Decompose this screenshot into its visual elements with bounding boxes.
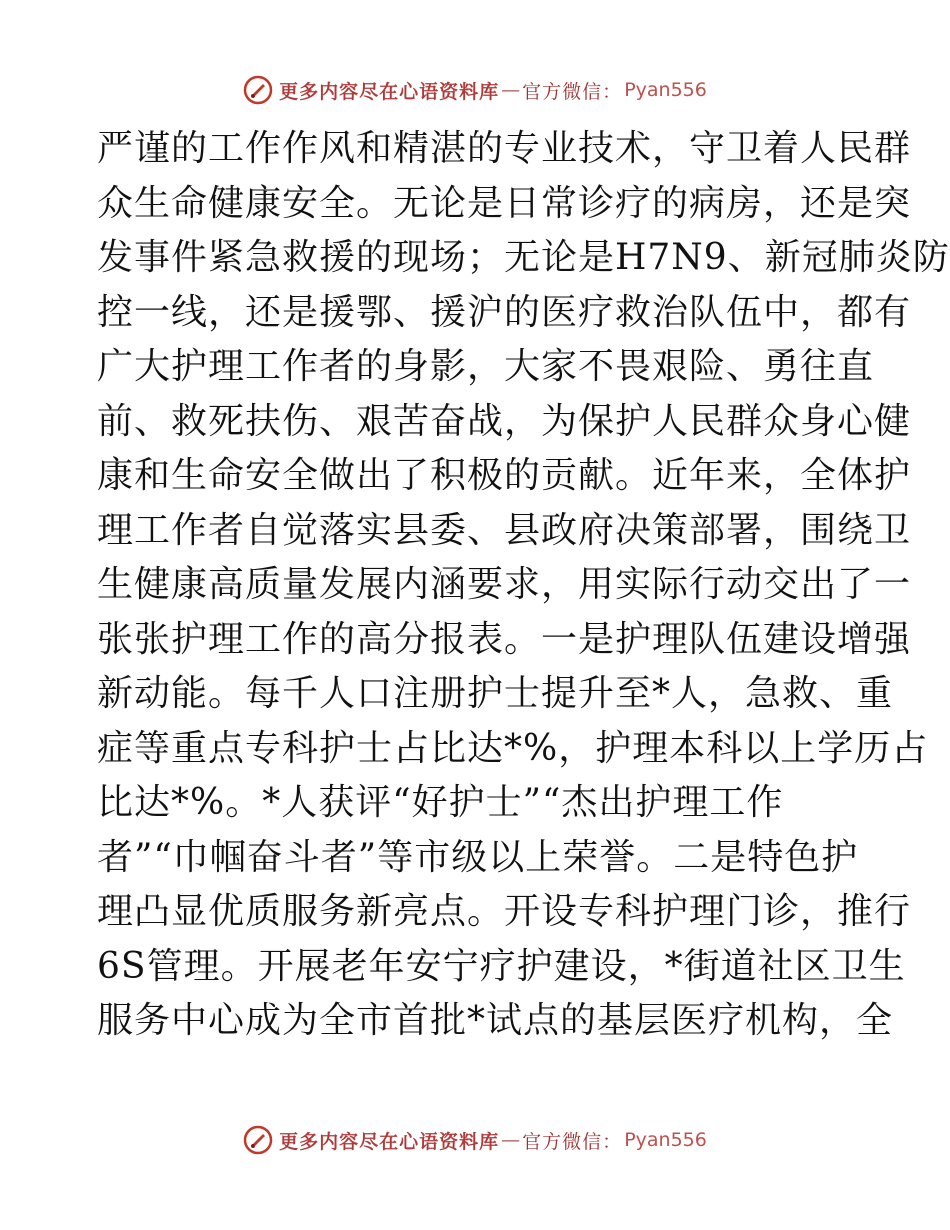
header-wechat-label: 官方微信：: [522, 80, 623, 103]
body-text-line: 发事件紧急救援的现场；无论是H7N9、新冠肺炎防: [97, 237, 950, 278]
footer-wechat-id: Pyan556: [624, 1129, 707, 1151]
header-banner: [0, 70, 950, 110]
body-text-line: 比达*%。*人获评“好护士”“杰出护理工作: [97, 782, 784, 823]
document-body: [97, 122, 950, 1049]
body-text-line: 新动能。每千人口注册护士提升至*人，急救、重: [97, 673, 894, 714]
footer-brand-text: 更多内容尽在心语资料库: [279, 1130, 500, 1153]
body-text-line: 服务中心成为全市首批*试点的基层医疗机构，全: [97, 1000, 894, 1041]
body-text-line: 理凸显优质服务新亮点。开设专科护理门诊，推行: [97, 891, 912, 932]
body-text-line: 广大护理工作者的身影，大家不畏艰险、勇往直: [97, 346, 875, 387]
body-text-line: 6S管理。开展老年安宁疗护建设，*街道社区卫生: [97, 945, 906, 987]
body-text-line: 前、救死扶伤、艰苦奋战，为保护人民群众身心健: [97, 400, 912, 442]
body-text-line: 者”“巾帼奋斗者”等市级以上荣誉。二是特色护: [97, 836, 859, 878]
header-brand-text: 更多内容尽在心语资料库: [279, 80, 500, 103]
body-text-line: 众生命健康安全。无论是日常诊疗的病房，还是突: [97, 182, 912, 224]
body-text-line: 康和生命安全做出了积极的贡献。近年来，全体护: [97, 455, 912, 496]
body-text-line: 症等重点专科护士占比达*%，护理本科以上学历占: [97, 727, 929, 769]
footer-wechat-label: 官方微信：: [522, 1130, 623, 1153]
brand-logo-icon: [243, 75, 273, 105]
body-text-line: 严谨的工作作风和精湛的专业技术，守卫着人民群: [97, 128, 912, 169]
footer-separator: —: [501, 1129, 521, 1151]
header-wechat-id: Pyan556: [624, 79, 707, 101]
footer-banner: [0, 1120, 950, 1160]
body-text-line: 生健康高质量发展内涵要求，用实际行动交出了一: [97, 564, 912, 605]
body-text-line: 控一线，还是援鄂、援沪的医疗救治队伍中，都有: [97, 291, 912, 333]
body-text-line: 张张护理工作的高分报表。一是护理队伍建设增强: [97, 618, 912, 660]
header-separator: —: [501, 79, 521, 101]
brand-logo-icon: [243, 1125, 273, 1155]
body-text-line: 理工作者自觉落实县委、县政府决策部署，围绕卫: [97, 509, 912, 551]
